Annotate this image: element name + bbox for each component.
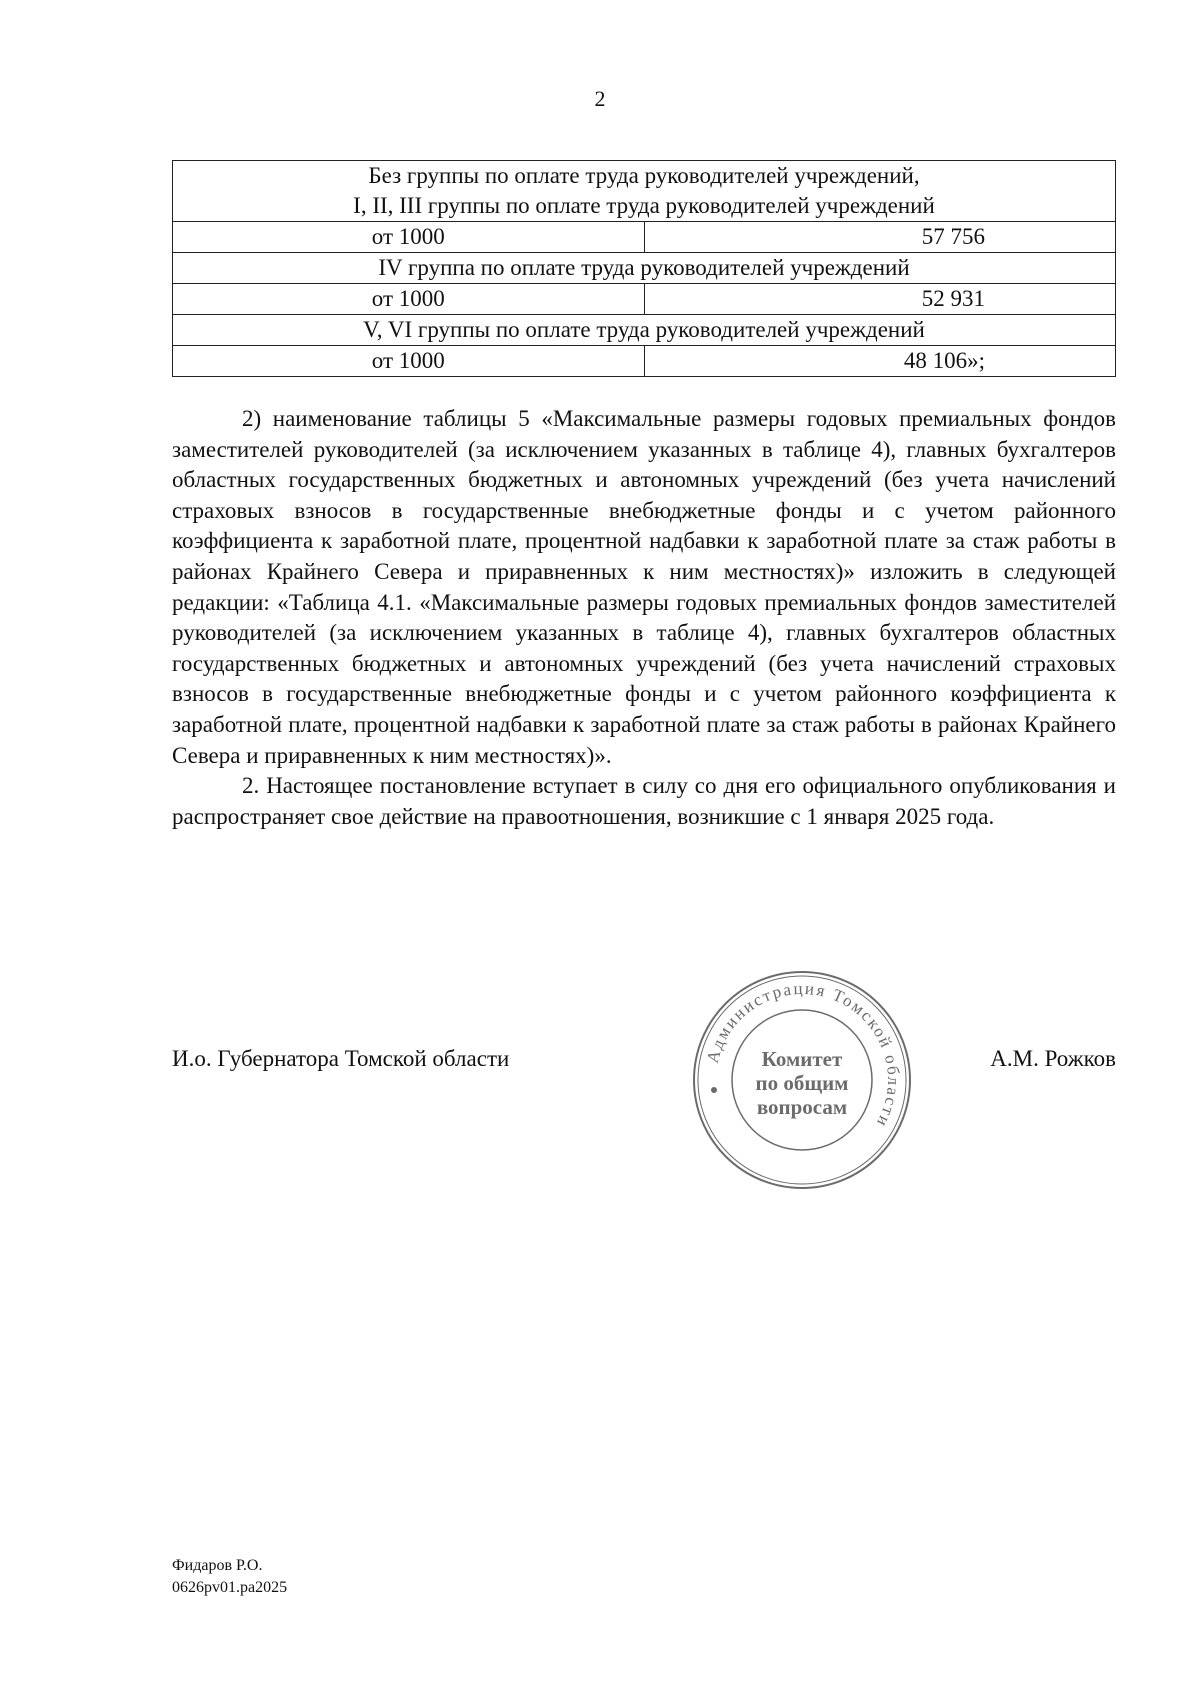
stamp-ring-dot [711, 1087, 717, 1093]
group-header-cell [173, 253, 1116, 284]
value-cell: 52 931 [644, 284, 1116, 315]
range-cell: от 1000 [173, 222, 645, 253]
table-row [173, 222, 1116, 253]
range-cell: от 1000 [173, 346, 645, 377]
group-header-line: IV группа по оплате труда руководителей учреждений [378, 255, 910, 280]
group-header-cell [173, 315, 1116, 346]
stamp-ring-text: Администрация Томской области [702, 978, 904, 1132]
page-number: 2 [594, 86, 606, 111]
value-cell: 48 106»; [644, 346, 1116, 377]
official-seal-stamp [690, 968, 914, 1192]
value-cell: 57 756 [644, 222, 1116, 253]
table-row [173, 284, 1116, 315]
table-group-row [173, 161, 1116, 222]
table-group-row [173, 315, 1116, 346]
body-text [172, 404, 1116, 832]
footer-note [172, 1555, 287, 1599]
range-cell: от 1000 [173, 284, 645, 315]
group-header-line: V, VI группы по оплате труда руководителей учреждений [363, 317, 925, 342]
stamp-center-line: по общим [755, 1071, 849, 1095]
group-header-cell [173, 161, 1116, 222]
paragraph-table-title-amendment: 2) наименование таблицы 5 «Максимальные размеры годовых премиальных фондов заместителей руководителей (за исключением указанных в таблице 4), главных бухгалтеров областных государственных бюджетных и автономных учреждений (без учета начислений страховых взносов в государственные внебюджетные фонды и с учетом районного коэффициента к заработной плате, процентной надбавки к заработной плате за стаж работы в районах Крайнего Севера и приравненных к ним местностях)» изложить в следующей редакции: «Таблица 4.1. «Максимальные размеры годовых премиальных фондов заместителей руководителей (за исключением указанных в таблице 4), главных бухгалтеров областных государственных бюджетных и автономных учреждений (без учета начислений страховых взносов в государственные внебюджетные фонды и с учетом районного коэффициента к заработной плате, процентной надбавки к заработной плате за стаж работы в районах Крайнего Севера и приравненных к ним местностях)». [172, 406, 1116, 768]
footer-doc-code: 0626pv01.pa2025 [172, 1579, 288, 1596]
signatory-title: И.о. Губернатора Томской области [172, 1046, 510, 1071]
stamp-center-line: вопросам [756, 1095, 848, 1119]
table-row [173, 346, 1116, 377]
footer-author: Фидаров Р.О. [172, 1557, 263, 1574]
signatory-name: А.М. Рожков [990, 1046, 1116, 1071]
premium-fund-table [172, 160, 1116, 377]
table-group-row [173, 253, 1116, 284]
paragraph-effective-date: 2. Настоящее постановление вступает в силу со дня его официального опубликования и распространяет свое действие на правоотношения, возникшие с 1 января 2025 года. [172, 773, 1116, 829]
stamp-center-line: Комитет [761, 1047, 843, 1071]
group-header-line: Без группы по оплате труда руководителей учреждений, [368, 163, 920, 188]
group-header-line: I, II, III группы по оплате труда руководителей учреждений [353, 193, 935, 218]
